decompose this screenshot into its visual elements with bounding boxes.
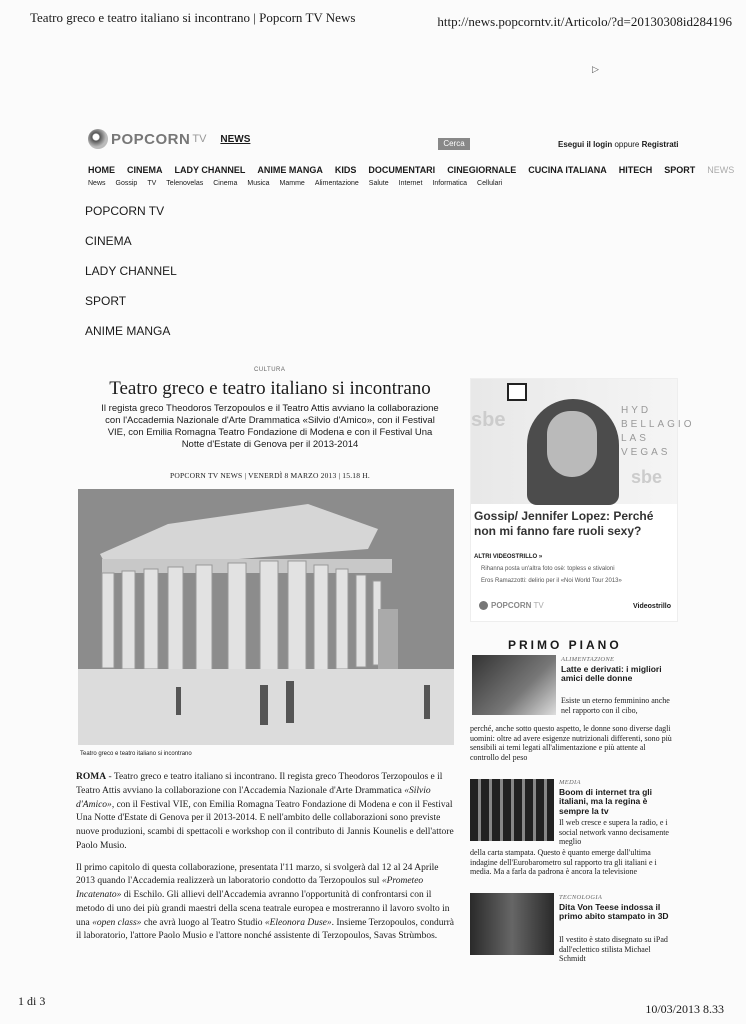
news-thumb-dress[interactable] [470,893,554,955]
side-link-sport[interactable]: SPORT [85,294,127,308]
nav-kids[interactable]: KIDS [334,165,357,175]
account-links [558,140,679,149]
video-thumbnail[interactable] [471,379,695,504]
print-page-number: 1 di 3 [18,994,46,1008]
dateline: ROMA [76,772,107,782]
sbe-watermark-left: sbe [471,409,506,431]
nav-lady-channel[interactable]: LADY CHANNEL [174,165,246,175]
nav-anime-manga[interactable]: ANIME MANGA [257,165,323,175]
video-logo-text: POPCORN [491,601,532,610]
print-datetime: 10/03/2013 8.33 [645,1002,724,1016]
related-video-2[interactable]: Eros Ramazzotti: delirio per il «Noi World Tour 2013» [481,578,622,584]
print-url: http://news.popcorntv.it/Articolo/?d=20130308id284196 [437,14,732,29]
p2-em-3: «Eleonora Duse» [264,917,332,928]
subnav-news[interactable]: News [88,180,106,187]
nav-home[interactable]: HOME [88,165,115,175]
subnav-alimentazione[interactable]: Alimentazione [314,180,359,187]
p2-text-b: di Eschilo. Gli allievi dell'Accademia avranno l'opportunità di confrontarsi con il metodo di uno dei più grandi maestri della scena teatrale europea e mostreranno il lavoro svolto in una [76,890,450,928]
p2-em-1: «Prometeo Incatenato» [76,876,424,901]
nav-sport[interactable]: SPORT [664,165,696,175]
news-excerpt: Esiste un eterno femminino anche nel rapporto con il cibo, [561,696,670,715]
article-byline: POPCORN TV NEWS | VENERDÌ 8 MARZO 2013 | 15.18 H. [170,471,370,480]
sub-nav [88,180,502,187]
videostrillo-label: Videostrillo [633,603,671,610]
logo-tv: TV [192,133,207,145]
article-subtitle: Il regista greco Theodoros Terzopoulos e il Teatro Attis avviano la collaborazione con l'Accademia Nazionale d'Arte Drammatica «Silvio d'Amico», con il Festival VIE, con Emilia Romagna Teatro Fondazione di Modena e con il Festival Una Notte d'Estate di Genova per il 2013-2014 [101,403,439,450]
video-box-logo [479,601,544,610]
person-face [547,411,597,477]
side-link-anime-manga[interactable]: ANIME MANGA [85,324,171,338]
primo-piano-heading: PRIMO PIANO [508,638,622,652]
p1-text-b: , con il Festival VIE, con Emilia Romagna Teatro Fondazione di Modena e con il Festival Una Notte d'Estate di Genova per il 2013-2014. E nell'ambito delle collaborazioni sono previste nuove produzioni, scambi di spettacoli e workshop con il contributo di Jannis Kounelis e dell'attore Paolo Musio. [76,799,454,851]
subnav-musica[interactable]: Musica [247,180,270,187]
p1-text-a: - Teatro greco e teatro italiano si incontrano. Il regista greco Theodoros Terzopoulos e il Teatro Attis avviano la collaborazione con l'Accademia Nazionale d'Arte Drammatica [76,772,443,796]
side-link-lady-channel[interactable]: LADY CHANNEL [85,264,177,278]
login-link[interactable]: Esegui il login [558,140,613,149]
parthenon-illustration [78,489,454,745]
p2-text-a: Il primo capitolo di questa collaborazione, presentata l'11 marzo, si svolgerà dal 12 al 24 Aprile 2013 quando l'Accademia realizzerà un laboratorio condotto da Terzopoulos sul [76,862,439,887]
search-button[interactable]: Cerca [438,138,470,150]
news-headline[interactable]: Dita Von Teese indossa il primo abito stampato in 3D [559,902,669,922]
news-thumb-screens[interactable] [470,779,554,841]
news-category: TECNOLOGIA [559,894,603,901]
subnav-salute[interactable]: Salute [368,180,389,187]
backdrop-lettering: HYD BELLAGIO LAS VEGAS [621,405,695,458]
related-video-1[interactable]: Rihanna posta un'altra foto osè: topless e stivaloni [481,566,615,572]
main-nav [88,165,734,175]
nav-cinegiornale[interactable]: CINEGIORNALE [447,165,517,175]
news-excerpt-continued: perché, anche sotto questo aspetto, le donne sono diverse dagli uomini: oltre ad avere esigenze nutrizionali differenti, sono più sensibili ai temi legati all'alimentazione e più attente al controllo del peso [470,724,672,762]
nav-news[interactable]: NEWS [707,165,735,175]
news-excerpt: Il vestito è stato disegnato su iPad dall'eclettico stilista Michael Schmidt [559,935,668,964]
login-or: oppure [614,140,640,149]
nav-cucina-italiana[interactable]: CUCINA ITALIANA [528,165,607,175]
side-link-cinema[interactable]: CINEMA [85,234,132,248]
p2-text-c: che avrà luogo al Teatro Studio [141,917,265,928]
nav-cinema[interactable]: CINEMA [127,165,163,175]
p2-text-d: . Insieme Terzopoulos, condurrà il laboratorio, l'attore Paolo Musio e l'attore nonché assistente di Terzopoulos, Savas Strùmbos. [76,917,454,942]
more-videos-link[interactable]: ALTRI VIDEOSTRILLO » [474,554,543,560]
photo-caption: Teatro greco e teatro italiano si incontrano [80,751,192,757]
video-title[interactable]: Gossip/ Jennifer Lopez: Perché non mi fanno fare ruoli sexy? [474,509,654,538]
subnav-tv[interactable]: TV [147,180,157,187]
ad-choices-icon[interactable]: ▷ [592,64,599,74]
news-thumb-milk[interactable] [472,655,556,715]
subnav-cellulari[interactable]: Cellulari [477,180,503,187]
article-body [76,771,454,952]
side-link-popcorn-tv[interactable]: POPCORN TV [85,204,165,218]
news-headline[interactable]: Latte e derivati: i migliori amici delle donne [561,664,662,684]
article-photo [78,489,454,745]
news-excerpt: Il web cresce e supera la radio, e i social network vanno decisamente meglio [559,818,669,847]
subnav-telenovelas[interactable]: Telenovelas [166,180,204,187]
news-excerpt-continued: della carta stampata. Questo è quanto emerge dall'ultima indagine dell'Eurobarometro sul rapporto tra gli italiani e i media. Ma a farla da padrona è ancora la televisione [470,848,657,877]
article-paragraph-2 [76,862,454,945]
article-title: Teatro greco e teatro italiano si incontrano [109,378,431,399]
news-category: MEDIA [559,779,581,786]
nav-documentari[interactable]: DOCUMENTARI [368,165,436,175]
article-kicker: CULTURA [254,367,286,373]
logo-eye-icon [88,129,108,149]
news-category: ALIMENTAZIONE [561,656,615,663]
register-link[interactable]: Registrati [641,140,679,149]
video-logo-tv: TV [533,601,544,610]
subnav-cinema[interactable]: Cinema [213,180,238,187]
subnav-mamme[interactable]: Mamme [279,180,305,187]
news-headline[interactable]: Boom di internet tra gli italiani, ma la regina è sempre la tv [559,787,653,816]
p1-em-1: «Silvio d'Amico» [76,785,431,810]
article-paragraph-1 [76,771,454,854]
print-page-title: Teatro greco e teatro italiano si incontrano | Popcorn TV News [30,10,356,25]
subnav-internet[interactable]: Internet [398,180,423,187]
nav-hitech[interactable]: HITECH [618,165,653,175]
site-logo[interactable] [88,129,250,149]
section-news-link[interactable]: NEWS [220,133,251,145]
video-icon [507,383,527,401]
sbe-watermark-right: sbe [631,467,663,487]
side-links [85,204,177,354]
subnav-informatica[interactable]: Informatica [432,180,468,187]
logo-eye-icon [479,601,488,610]
p2-em-2: «open class» [92,917,142,928]
video-promo-box[interactable] [470,378,695,622]
subnav-gossip[interactable]: Gossip [115,180,138,187]
logo-text: POPCORN [111,130,191,148]
